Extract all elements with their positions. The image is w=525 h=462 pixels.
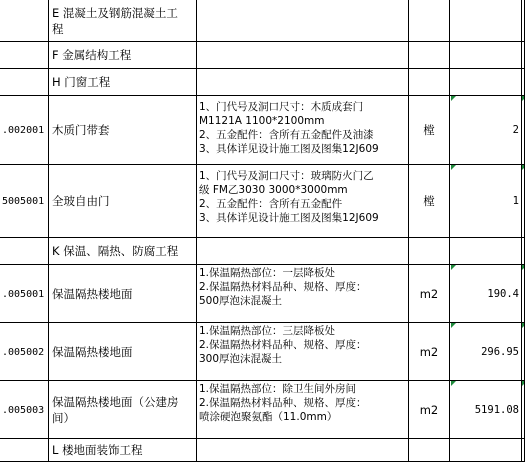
table-cell[interactable] — [0, 323, 49, 381]
item-name — [52, 344, 133, 360]
table-cell[interactable] — [409, 0, 450, 42]
item-code: .005002 — [2, 346, 45, 358]
table-cell[interactable] — [49, 165, 197, 238]
name-line: H 门窗工程 — [52, 75, 111, 89]
name-line: E 混凝土及钢筋混凝土工 — [52, 6, 178, 20]
table-cell[interactable] — [197, 96, 409, 165]
description-line: 级 FM乙3030 3000*3000mm — [199, 184, 348, 196]
table-cell[interactable] — [0, 0, 49, 42]
table-cell[interactable] — [450, 323, 522, 381]
unit-value: m2 — [419, 286, 439, 301]
table-cell[interactable] — [450, 0, 522, 42]
item-code: 5005001 — [2, 196, 45, 207]
table-cell[interactable] — [0, 381, 49, 439]
quantity-value: 190.4 — [487, 287, 519, 300]
item-name — [52, 122, 110, 138]
description-line: 2.保温隔热材料品种、规格、厚度： — [199, 339, 367, 351]
name-line: 保温隔热楼地面 — [52, 286, 133, 301]
description-line: 2、五金配件：含所有五金配件 — [199, 198, 343, 210]
table-cell[interactable] — [49, 265, 197, 323]
table-cell[interactable] — [409, 69, 450, 96]
item-code: .005003 — [2, 404, 45, 416]
description-line: 1.保温隔热部位：一层降板处 — [199, 267, 336, 279]
table-cell[interactable] — [450, 69, 522, 96]
table-cell[interactable] — [49, 439, 197, 462]
item-name — [52, 193, 110, 209]
table-cell[interactable] — [0, 42, 49, 69]
name-line: 保温隔热楼地面（公建房 — [52, 394, 179, 409]
table-cell[interactable] — [409, 165, 450, 238]
description-line: 1、门代号及洞口尺寸：木质成套门 — [199, 101, 364, 113]
quantity-value: 1 — [512, 195, 519, 207]
comment-indicator-icon — [451, 265, 456, 270]
item-code: .005001 — [2, 288, 45, 300]
unit-value: m2 — [419, 402, 439, 417]
name-line: L 楼地面装饰工程 — [52, 443, 143, 457]
table-cell[interactable] — [450, 42, 522, 69]
table-cell[interactable] — [49, 238, 197, 265]
table-cell[interactable] — [49, 0, 197, 42]
table-cell[interactable] — [0, 238, 49, 265]
description-line: 2、五金配件：含所有五金配件及油漆 — [199, 129, 374, 141]
table-cell[interactable] — [49, 381, 197, 439]
name-line: 程 — [52, 22, 64, 36]
table-cell[interactable] — [197, 265, 409, 323]
table-cell[interactable] — [409, 238, 450, 265]
table-cell[interactable] — [49, 69, 197, 96]
comment-indicator-icon — [451, 96, 456, 101]
description-line: 300厚泡沫混凝土 — [199, 353, 283, 365]
name-line: 保温隔热楼地面 — [52, 344, 133, 359]
quantity-value: 2 — [512, 124, 519, 136]
description-line: 1、门代号及洞口尺寸：玻璃防火门乙 — [199, 170, 374, 182]
table-cell[interactable] — [197, 69, 409, 96]
comment-indicator-icon — [451, 323, 456, 328]
table-cell[interactable] — [450, 96, 522, 165]
quantity-value: 296.95 — [481, 345, 519, 358]
table-cell[interactable] — [197, 0, 409, 42]
table-cell[interactable] — [0, 96, 49, 165]
table-cell[interactable] — [49, 42, 197, 69]
table-cell[interactable] — [197, 381, 409, 439]
name-line: F 金属结构工程 — [52, 48, 132, 62]
description-line: 1.保温隔热部位：除卫生间外房间 — [199, 383, 357, 395]
table-cell[interactable] — [197, 439, 409, 462]
description-line: 3、具体详见设计施工图及图集12J609 — [199, 143, 379, 155]
name-line: 全玻自由门 — [52, 194, 110, 208]
table-cell[interactable] — [450, 238, 522, 265]
description-line: 3、具体详见设计施工图及图集12J609 — [199, 212, 379, 224]
description-line: 2.保温隔热材料品种、规格、厚度： — [199, 281, 367, 293]
table-cell[interactable] — [0, 69, 49, 96]
table-cell[interactable] — [409, 381, 450, 439]
table-cell[interactable] — [49, 96, 197, 165]
table-cell[interactable] — [0, 165, 49, 238]
section-title — [52, 442, 143, 458]
section-title — [52, 74, 110, 90]
item-name — [52, 394, 179, 426]
table-cell[interactable] — [450, 265, 522, 323]
table-cell[interactable] — [49, 323, 197, 381]
unit-value: 樘 — [423, 194, 435, 208]
table-cell[interactable] — [197, 238, 409, 265]
table-cell[interactable] — [409, 265, 450, 323]
section-title — [52, 243, 178, 259]
table-cell[interactable] — [450, 381, 522, 439]
description-line: M1121A 1100*2100mm — [199, 115, 325, 127]
name-line: K 保温、隔热、防腐工程 — [52, 244, 179, 258]
description-line: 2.保温隔热材料品种、规格、厚度： — [199, 397, 367, 409]
table-cell[interactable] — [197, 42, 409, 69]
unit-value: m2 — [419, 344, 439, 359]
table-cell[interactable] — [409, 96, 450, 165]
description-line: 1.保温隔热部位：三层降板处 — [199, 325, 336, 337]
section-title — [52, 47, 131, 63]
table-cell[interactable] — [197, 165, 409, 238]
unit-value: 樘 — [423, 123, 435, 137]
name-line: 木质门带套 — [52, 123, 110, 137]
quantity-value: 5191.08 — [474, 403, 519, 416]
table-cell[interactable] — [450, 165, 522, 238]
comment-indicator-icon — [451, 381, 456, 386]
item-name — [52, 286, 133, 302]
table-cell[interactable] — [409, 42, 450, 69]
table-cell[interactable] — [0, 439, 49, 462]
description-line: 500厚泡沫混凝土 — [199, 295, 283, 307]
description-line: 喷涂硬泡聚氨酯（11.0mm） — [199, 411, 338, 423]
item-code: .002001 — [2, 125, 45, 136]
section-title — [52, 5, 196, 37]
name-line: 间） — [52, 410, 75, 425]
table-cell[interactable] — [0, 265, 49, 323]
table-cell[interactable] — [450, 439, 522, 462]
table-cell[interactable] — [409, 323, 450, 381]
comment-indicator-icon — [451, 165, 456, 170]
table-cell[interactable] — [197, 323, 409, 381]
table-cell[interactable] — [409, 439, 450, 462]
